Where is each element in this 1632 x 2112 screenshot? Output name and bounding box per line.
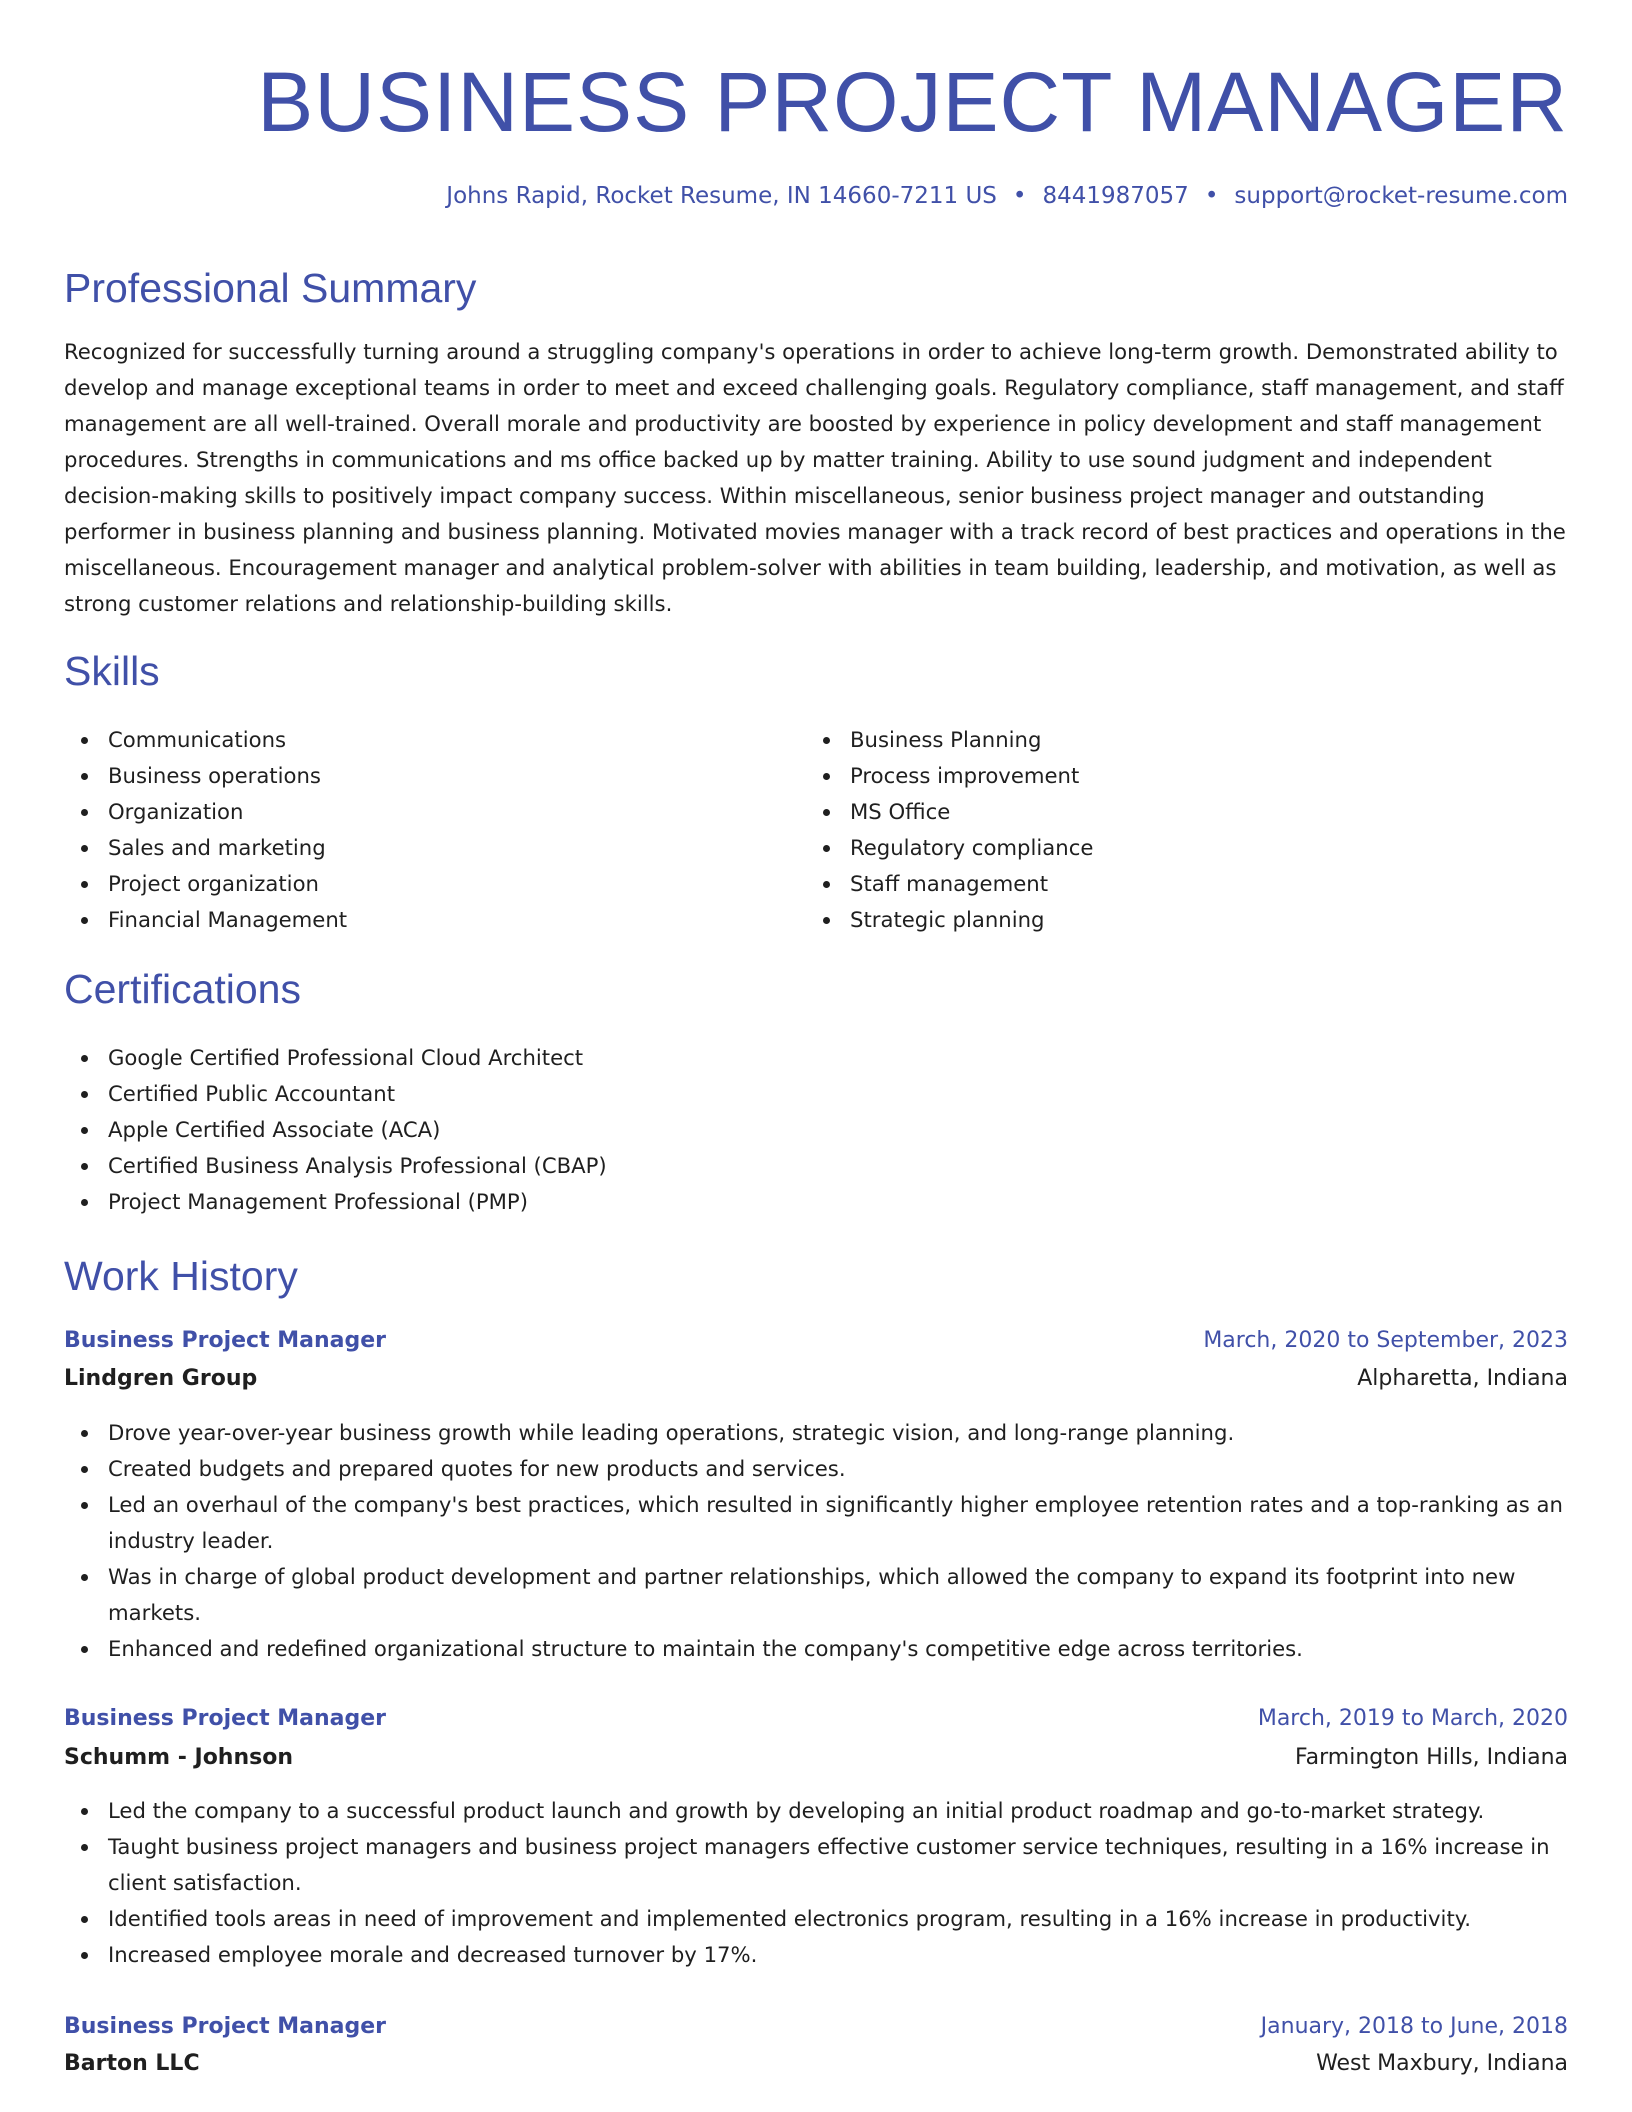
skill-item: Business operations [64,758,764,794]
certifications-list [64,1040,1064,1220]
job-dates: March, 2020 to September, 2023 [1203,1328,1568,1353]
contact-email[interactable]: support@rocket-resume.com [1234,183,1568,209]
job-bullet: Enhanced and redefined organizational structure to maintain the company's competitive edge across territories. [64,1631,1568,1667]
contact-separator: • [1012,183,1027,209]
job-bullet: Increased employee morale and decreased turnover by 17%. [64,1937,1568,1973]
skills-heading: Skills [64,648,160,694]
job-title: Business Project Manager [64,1328,387,1353]
certification-item: Project Management Professional (PMP) [64,1184,1064,1220]
job-company: Lindgren Group [64,1366,258,1391]
certification-item: Certified Business Analysis Professional (CBAP) [64,1148,1064,1184]
certifications-heading: Certifications [64,966,301,1012]
skill-item: Sales and marketing [64,830,764,866]
job-location: West Maxbury, Indiana [1316,2051,1568,2076]
job-bullets [64,1793,1568,1973]
job-dates: January, 2018 to June, 2018 [1260,2014,1568,2039]
job-bullet: Created budgets and prepared quotes for new products and services. [64,1451,1568,1487]
certification-item: Certified Public Accountant [64,1076,1064,1112]
job-bullet: Taught business project managers and business project managers effective customer service techniques, resulting in a 16% increase in client satisfaction. [64,1829,1568,1901]
job-dates: March, 2019 to March, 2020 [1257,1706,1568,1731]
skill-item: Process improvement [806,758,1506,794]
resume-title: BUSINESS PROJECT MANAGER [257,55,1568,149]
contact-phone: 8441987057 [1042,183,1189,209]
job-location: Farmington Hills, Indiana [1295,1745,1568,1770]
skill-item: Regulatory compliance [806,830,1506,866]
job-title: Business Project Manager [64,2014,387,2039]
skills-list-left [64,722,764,938]
certification-item: Google Certified Professional Cloud Architect [64,1040,1064,1076]
contact-separator: • [1204,183,1219,209]
summary-text: Recognized for successfully turning around a struggling company's operations in order to achieve long-term growth. Demonstrated ability to develop and manage exceptional teams in order to meet and exceed challenging goals. Regulatory compliance, staff management, and staff management are all well-trained. Overall morale and productivity are boosted by experience in policy development and staff management procedures. Strengths in communications and ms office backed up by matter training. Ability to use sound judgment and independent decision-making skills to positively impact company success. Within miscellaneous, senior business project manager and outstanding performer in business planning and business planning. Motivated movies manager with a track record of best practices and operations in the miscellaneous. Encouragement manager and analytical problem-solver with abilities in team building, leadership, and motivation, as well as strong customer relations and relationship-building skills. [64,339,1566,616]
certification-item: Apple Certified Associate (ACA) [64,1112,1064,1148]
job-bullet: Drove year-over-year business growth while leading operations, strategic vision, and long-range planning. [64,1415,1568,1451]
job-location: Alpharetta, Indiana [1357,1366,1568,1391]
job-bullet: Was in charge of global product development and partner relationships, which allowed the company to expand its footprint into new markets. [64,1559,1568,1631]
skill-item: Financial Management [64,902,764,938]
job-bullet: Led the company to a successful product launch and growth by developing an initial product roadmap and go-to-market strategy. [64,1793,1568,1829]
skill-item: Organization [64,794,764,830]
skill-item: Communications [64,722,764,758]
contact-address: Johns Rapid, Rocket Resume, IN 14660-7211 US [446,183,997,209]
skill-item: Business Planning [806,722,1506,758]
skills-list-right [806,722,1506,938]
job-company: Barton LLC [64,2051,200,2076]
job-company: Schumm - Johnson [64,1745,294,1770]
summary-heading: Professional Summary [64,265,477,311]
job-bullet: Identified tools areas in need of improvement and implemented electronics program, resulting in a 16% increase in productivity. [64,1901,1568,1937]
skill-item: MS Office [806,794,1506,830]
skill-item: Project organization [64,866,764,902]
job-bullet: Led an overhaul of the company's best practices, which resulted in significantly higher employee retention rates and a top-ranking as an industry leader. [64,1487,1568,1559]
contact-line [446,178,1568,214]
work-history-heading: Work History [64,1253,298,1299]
skill-item: Staff management [806,866,1506,902]
skill-item: Strategic planning [806,902,1506,938]
job-title: Business Project Manager [64,1706,387,1731]
job-bullets [64,1415,1568,1667]
